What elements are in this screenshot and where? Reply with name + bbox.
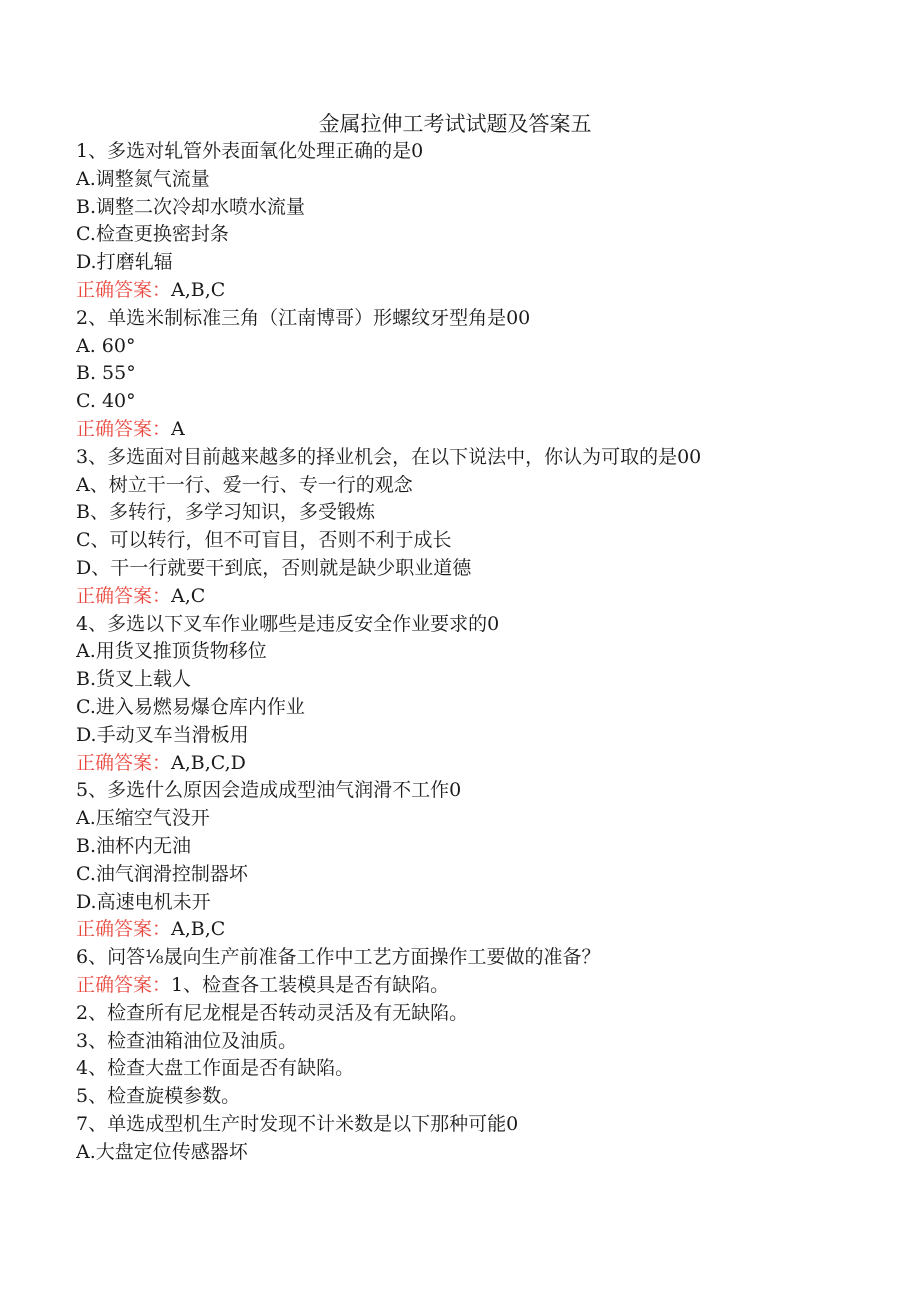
text-line: D、干一行就要干到底，否则就是缺少职业道德 xyxy=(76,556,472,579)
text-line: C.检查更换密封条 xyxy=(76,223,229,246)
text-line: D.高速电机未开 xyxy=(76,890,211,913)
answer-value: 1、检查各工装模具是否有缺陷。 xyxy=(171,973,450,996)
text-line: D.手动叉车当滑板用 xyxy=(76,723,249,746)
text-line: 2、检查所有尼龙棍是否转动灵活及有无缺陷。 xyxy=(76,1001,469,1024)
text-line: 5、检查旋模参数。 xyxy=(76,1085,241,1108)
answer-label: 正确答案： xyxy=(76,417,172,440)
answer-line xyxy=(76,416,896,444)
text-line: A.大盘定位传感器坏 xyxy=(76,1140,248,1163)
text-line: 6、问答⅛晟向生产前准备工作中工艺方面操作工要做的准备？ xyxy=(76,946,601,969)
answer-value: A,B,C,D xyxy=(171,751,246,774)
text-line: C.进入易燃易爆仓库内作业 xyxy=(76,695,305,718)
text-line: 5、多选什么原因会造成成型油气润滑不工作0 xyxy=(76,779,462,802)
text-line: A、树立干一行、爱一行、专一行的观念 xyxy=(76,473,413,496)
text-line: C.油气润滑控制器坏 xyxy=(76,862,248,885)
answer-line xyxy=(76,972,896,1000)
text-line: 1、多选对轧管外表面氧化处理正确的是0 xyxy=(76,140,424,162)
text-line: B.油杯内无油 xyxy=(76,834,192,857)
text-line: 4、检查大盘工作面是否有缺陷。 xyxy=(76,1057,355,1080)
answer-label: 正确答案： xyxy=(76,278,172,301)
answer-label: 正确答案： xyxy=(76,584,172,607)
answer-line xyxy=(76,583,896,611)
document-title: 金属拉伸工考试试题及答案五 xyxy=(318,112,592,136)
text-line: A.用货叉推顶货物移位 xyxy=(76,640,267,663)
answer-value: A xyxy=(171,417,185,440)
text-line: 3、检查油箱油位及油质。 xyxy=(76,1029,298,1052)
text-line: 4、多选以下叉车作业哪些是违反安全作业要求的0 xyxy=(76,612,500,635)
text-line: A.压缩空气没开 xyxy=(76,807,210,830)
answer-value: A,B,C xyxy=(171,918,226,941)
text-line: C、可以转行，但不可盲目，否则不利于成长 xyxy=(76,529,452,552)
answer-value: A,C xyxy=(171,584,206,607)
answer-label: 正确答案： xyxy=(76,751,172,774)
answer-line xyxy=(76,277,896,305)
answer-label: 正确答案： xyxy=(76,973,172,996)
answer-label: 正确答案： xyxy=(76,918,172,941)
text-line: B、多转行，多学习知识，多受锻炼 xyxy=(76,501,375,524)
answer-line xyxy=(76,750,896,778)
text-line: B.货叉上载人 xyxy=(76,668,192,691)
text-line: 7、单选成型机生产时发现不计米数是以下那种可能0 xyxy=(76,1112,519,1135)
text-line: A.调整氮气流量 xyxy=(76,167,210,190)
answer-value: A,B,C xyxy=(171,278,226,301)
text-line: A. 60° xyxy=(76,334,136,357)
text-line: B. 55° xyxy=(76,362,136,385)
text-line: B.调整二次冷却水喷水流量 xyxy=(76,195,306,218)
document-body xyxy=(76,138,896,1166)
text-line: D.打磨轧辐 xyxy=(76,251,173,274)
text-line: C. 40° xyxy=(76,390,136,413)
text-line: 2、单选米制标准三角（江南博哥）形螺纹牙型角是00 xyxy=(76,306,531,329)
answer-line xyxy=(76,916,896,944)
text-line: 3、多选面对目前越来越多的择业机会，在以下说法中，你认为可取的是00 xyxy=(76,445,702,468)
